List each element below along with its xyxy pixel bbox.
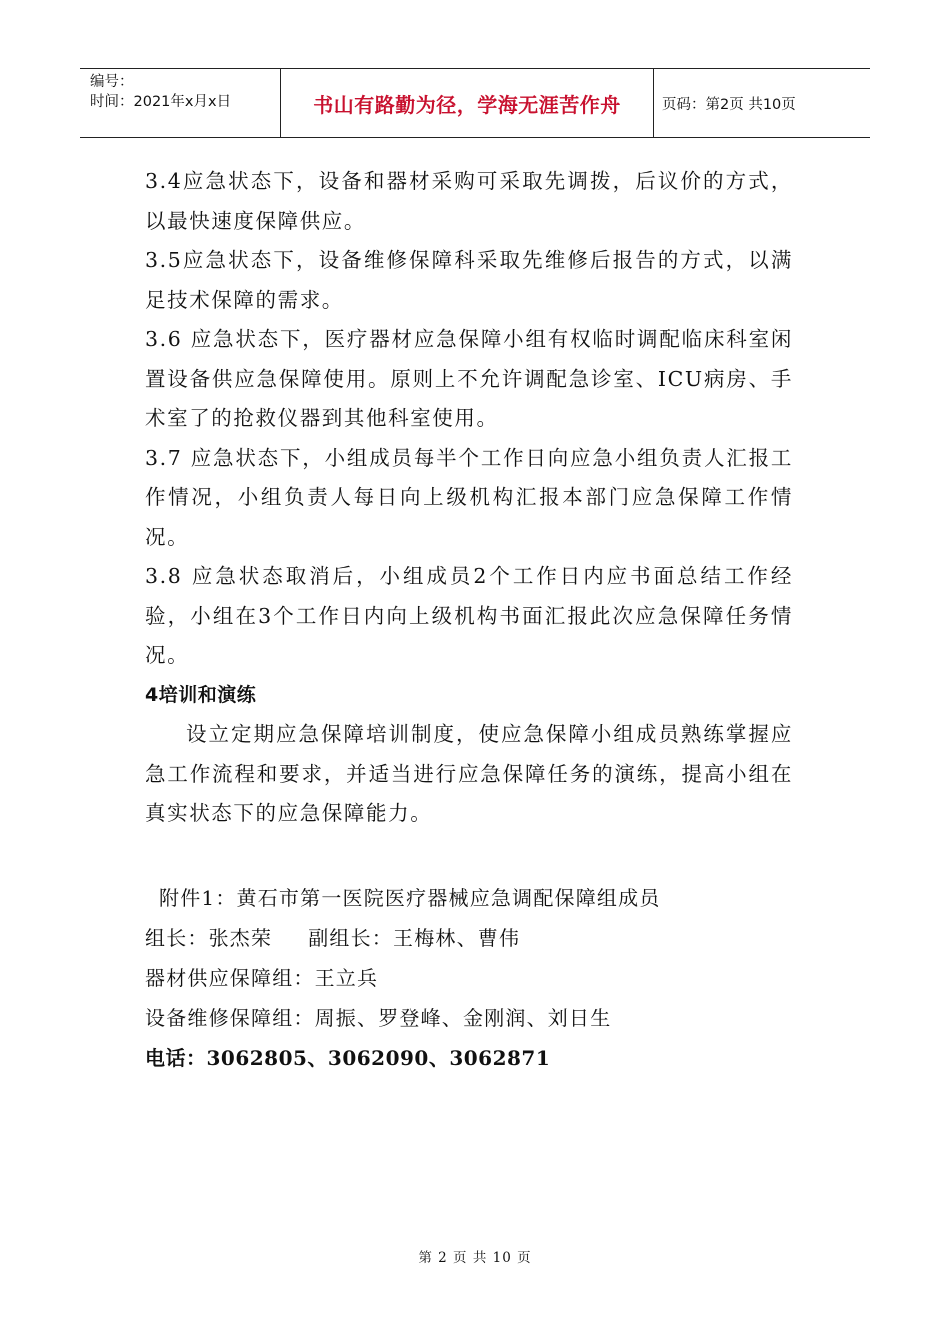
header-page-info: 页码：第2页 共10页 (662, 96, 796, 113)
leaders-line (145, 918, 805, 958)
document-body (145, 162, 793, 834)
paragraph-3-5: 3.5应急状态下，设备维修保障科采取先维修后报告的方式，以满足技术保障的需求。 (145, 248, 793, 312)
repair-group: 设备维修保障组：周振、罗登峰、金刚润、刘日生 (145, 1006, 612, 1030)
paragraph-3-8: 3.8 应急状态取消后，小组成员2个工作日内应书面总结工作经验，小组在3个工作日内向上级机构书面汇报此次应急保障任务情况。 (145, 564, 793, 667)
paragraph-3-6: 3.6 应急状态下，医疗器材应急保障小组有权临时调配临床科室闲置设备供应急保障使用。原则上不允许调配急诊室、ICU病房、手术室了的抢救仪器到其他科室使用。 (145, 327, 793, 430)
page-header (80, 68, 870, 138)
supply-group: 器材供应保障组：王立兵 (145, 966, 379, 990)
appendix (145, 878, 805, 1078)
section-4-title: 4培训和演练 (145, 683, 257, 706)
paragraph-3-7: 3.7 应急状态下，小组成员每半个工作日向应急小组负责人汇报工作情况，小组负责人每日向上级机构汇报本部门应急保障工作情况。 (145, 445, 793, 549)
header-motto: 书山有路勤为径，学海无涯苦作舟 (281, 69, 654, 137)
page-footer: 第 2 页 共 10 页 (418, 1250, 532, 1266)
contact-phone: 电话：3062805、3062090、3062871 (145, 1046, 551, 1070)
document-date: 时间：2021年x月x日 (90, 94, 232, 110)
document-number: 编号： (90, 74, 134, 90)
appendix-title: 附件1：黄石市第一医院医疗器械应急调配保障组成员 (159, 886, 661, 910)
section-4-body: 设立定期应急保障培训制度，使应急保障小组成员熟练掌握应急工作流程和要求，并适当进行应急保障任务的演练，提高小组在真实状态下的应急保障能力。 (145, 722, 793, 825)
deputy-leader: 副组长：王梅林、曹伟 (308, 926, 521, 950)
paragraph-3-4: 3.4应急状态下，设备和器材采购可采取先调拨，后议价的方式，以最快速度保障供应。 (145, 169, 793, 233)
group-leader: 组长：张杰荣 (145, 926, 273, 950)
header-meta (80, 69, 281, 137)
